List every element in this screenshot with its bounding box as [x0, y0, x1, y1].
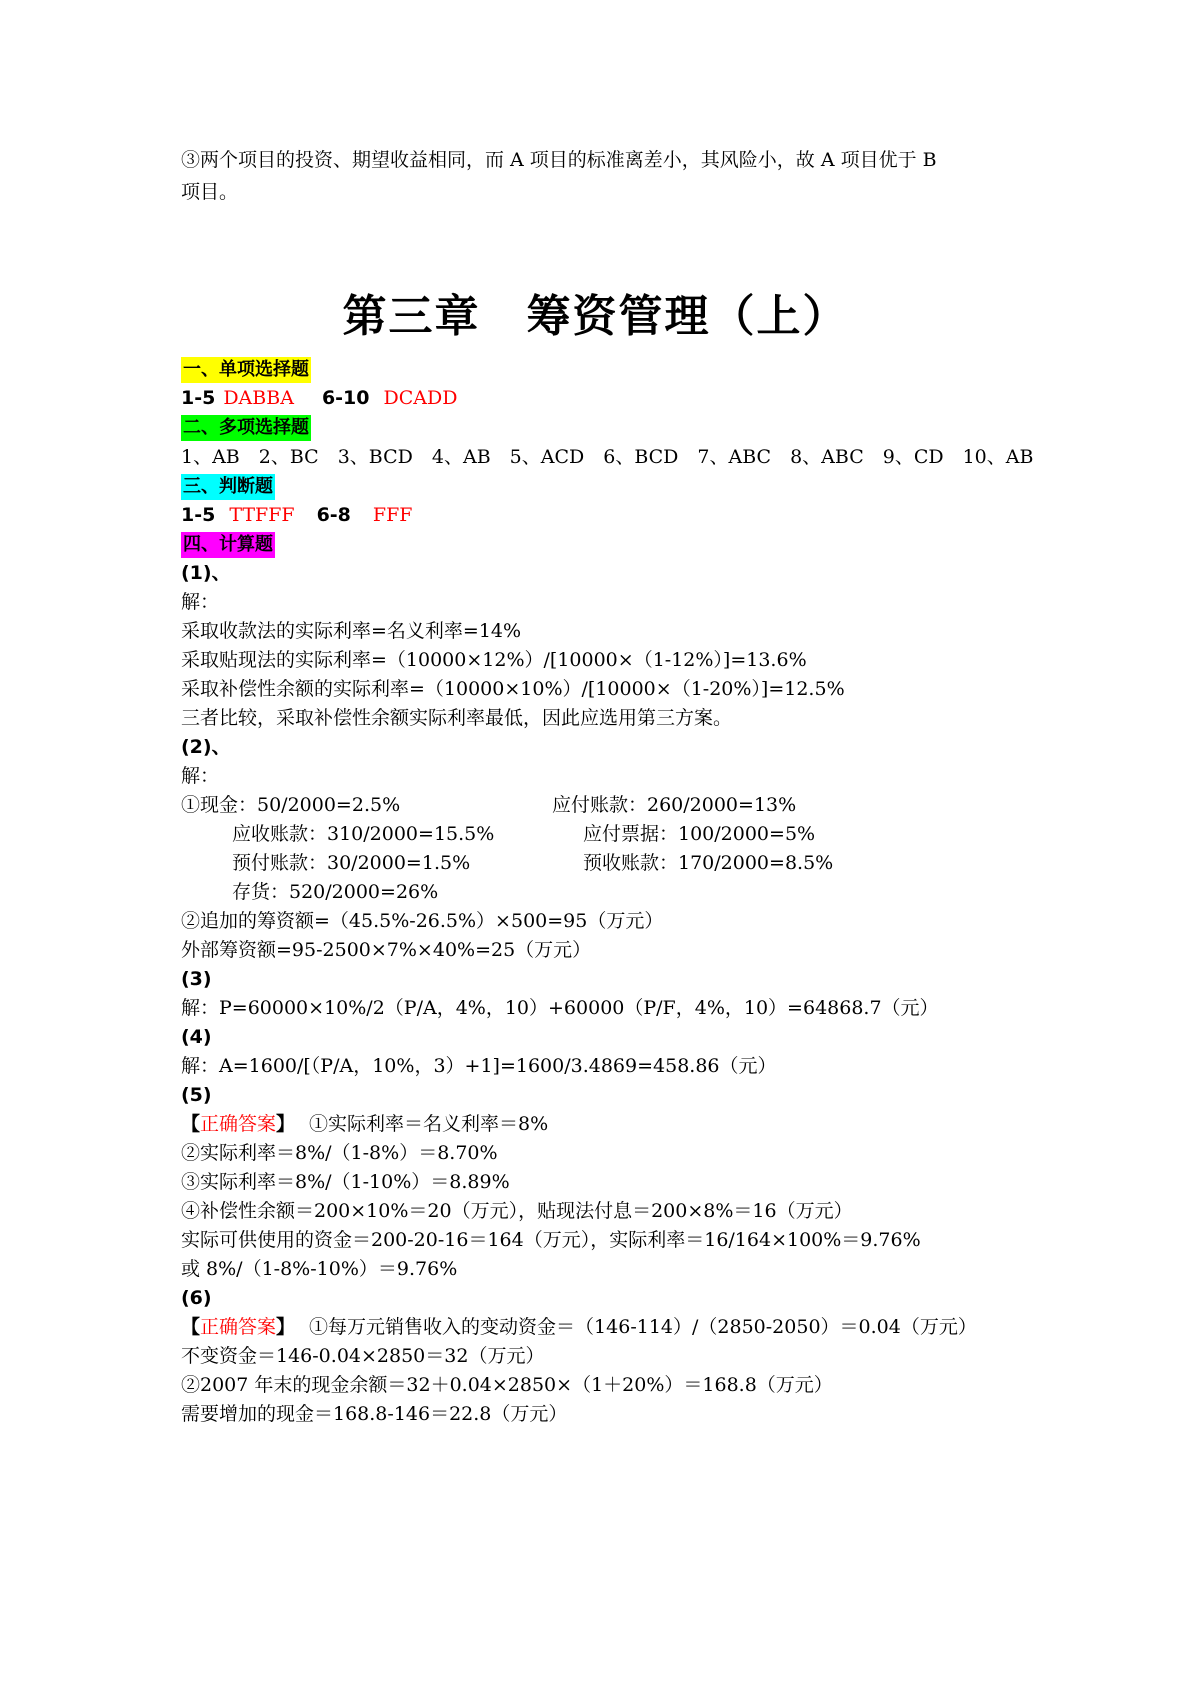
s1-answer-2: DCADD	[383, 387, 458, 409]
q1-line-1: 采取收款法的实际利率=名义利率=14%	[181, 620, 522, 642]
s1-range-1: 1-5	[181, 387, 216, 409]
q6-line-2: 不变资金＝146-0.04×2850＝32（万元）	[181, 1345, 545, 1367]
q6-answer-tag: 正确答案	[200, 1316, 277, 1338]
s3-range-1: 1-5	[181, 504, 216, 526]
q6-label: (6)	[181, 1287, 212, 1309]
q5-bracket-open: 【	[181, 1113, 201, 1135]
q2-row-4-left: 存货：520/2000=26%	[232, 881, 439, 903]
s3-range-2: 6-8	[316, 504, 351, 526]
q6-bracket-close: 】	[276, 1316, 296, 1338]
q2-line-6: 外部筹资额=95-2500×7%×40%=25（万元）	[181, 939, 592, 961]
q5-line-5: 实际可供使用的资金＝200-20-16＝164（万元），实际利率＝16/164×100%＝9.76%	[181, 1229, 921, 1251]
q2-label: (2)、	[181, 736, 231, 758]
q4-label: (4)	[181, 1026, 212, 1048]
q1-line-3: 采取补偿性余额的实际利率=（10000×10%）/[10000×（1-20%）]=12.5%	[181, 678, 845, 700]
section-3-answers	[181, 502, 412, 528]
section-1-heading-row	[181, 356, 311, 383]
q2-row-2-right: 应付票据：100/2000=5%	[583, 823, 816, 845]
q5-line-1-row	[181, 1111, 548, 1137]
q1-label: (1)、	[181, 562, 231, 584]
q1-line-2: 采取贴现法的实际利率=（10000×12%）/[10000×（1-12%）]=13.6%	[181, 649, 807, 671]
s3-answer-2: FFF	[372, 504, 413, 526]
q5-bracket-close: 】	[276, 1113, 296, 1135]
section-3-heading: 三、判断题	[181, 474, 275, 500]
section-4-heading: 四、计算题	[181, 532, 275, 558]
q5-line-1: ①实际利率＝名义利率＝8%	[309, 1113, 549, 1135]
section-2-answers: 1、AB 2、BC 3、BCD 4、AB 5、ACD 6、BCD 7、ABC 8、ABC 9、CD 10、AB	[181, 446, 1034, 468]
q2-row-3-right: 预收账款：170/2000=8.5%	[583, 852, 834, 874]
q5-line-2: ②实际利率＝8%/（1-8%）＝8.70%	[181, 1142, 498, 1164]
section-1-answers	[181, 385, 457, 411]
q4-line-1: 解：A=1600/[（P/A，10%，3）+1]=1600/3.4869=458.86（元）	[181, 1055, 777, 1077]
section-2-heading-row	[181, 414, 311, 441]
chapter-title: 第三章 筹资管理（上）	[342, 291, 849, 342]
q5-line-3: ③实际利率＝8%/（1-10%）＝8.89%	[181, 1171, 510, 1193]
section-4-heading-row	[181, 531, 275, 558]
section-2-heading: 二、多项选择题	[181, 415, 311, 441]
prev-text-line-2: 项目。	[181, 181, 239, 203]
q2-line-5: ②追加的筹资额=（45.5%-26.5%）×500=95（万元）	[181, 910, 664, 932]
q6-line-3: ②2007 年末的现金余额＝32＋0.04×2850×（1＋20%）＝168.8（万元）	[181, 1374, 833, 1396]
q6-line-4: 需要增加的现金＝168.8-146＝22.8（万元）	[181, 1403, 568, 1425]
q5-label: (5)	[181, 1084, 212, 1106]
q2-jie: 解：	[181, 765, 220, 787]
q6-bracket-open: 【	[181, 1316, 201, 1338]
q1-line-4: 三者比较，采取补偿性余额实际利率最低，因此应选用第三方案。	[181, 707, 733, 729]
q6-line-1-row	[181, 1314, 977, 1340]
q3-label: (3)	[181, 968, 212, 990]
s1-range-2: 6-10	[321, 387, 370, 409]
section-3-heading-row	[181, 473, 275, 500]
prev-text-line-1: ③两个项目的投资、期望收益相同，而 A 项目的标准离差小，其风险小，故 A 项目优于 B	[181, 149, 937, 171]
q1-jie: 解：	[181, 591, 220, 613]
q2-row-3-left: 预付账款：30/2000=1.5%	[232, 852, 471, 874]
q2-row-1-right: 应付账款：260/2000=13%	[552, 794, 797, 816]
q6-line-1: ①每万元销售收入的变动资金＝（146-114）/（2850-2050）＝0.04（万元）	[309, 1316, 977, 1338]
q5-line-4: ④补偿性余额＝200×10%＝20（万元），贴现法付息＝200×8%＝16（万元）	[181, 1200, 853, 1222]
q3-line-1: 解：P=60000×10%/2（P/A，4%，10）+60000（P/F，4%，10）=64868.7（元）	[181, 997, 939, 1019]
s1-answer-1: DABBA	[223, 387, 294, 409]
s3-answer-1: TTFFF	[229, 504, 295, 526]
q2-row-2-left: 应收账款：310/2000=15.5%	[232, 823, 495, 845]
section-1-heading: 一、单项选择题	[181, 357, 311, 383]
q5-line-6: 或 8%/（1-8%-10%）＝9.76%	[181, 1258, 458, 1280]
q2-row-1-left: ①现金：50/2000=2.5%	[181, 794, 401, 816]
q5-answer-tag: 正确答案	[200, 1113, 277, 1135]
